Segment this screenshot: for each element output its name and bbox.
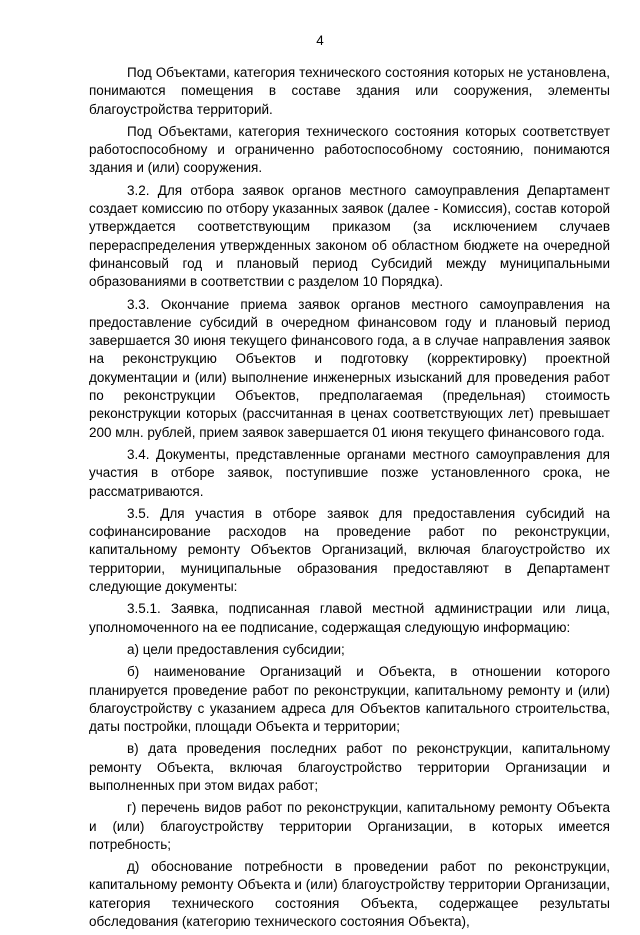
paragraph-objects-working-category: Под Объектами, категория технического состояния которых соответствует работоспособному и ограниченно работоспособному состоянию, понимаются здания и (или) сооружения. (89, 123, 610, 176)
paragraph-3-2: 3.2. Для отбора заявок органов местного самоуправления Департамент создает комиссию по отбору указанных заявок (далее - Комиссия), состав которой утверждается соответствующим приказом (за исключением случаев перераспределения утвержденных законом об областном бюджете на очередной финансовый год и плановый период Субсидий между муниципальными образованиями в соответствии с разделом 10 Порядка). (89, 182, 610, 290)
list-item-g: г) перечень видов работ по реконструкции, капитальному ремонту Объекта и (или) благоустройству территории Организации, в которых имеется потребность; (89, 800, 610, 852)
paragraph-objects-unset-category: Под Объектами, категория технического состояния которых не установлена, понимаются помещения в составе здания или сооружения, элементы благоустройства территорий. (89, 65, 610, 117)
document-body (89, 64, 610, 935)
paragraph-3-4: 3.4. Документы, представленные органами местного самоуправления для участия в отборе заявок, поступившие позже установленного срока, не рассматриваются. (89, 446, 610, 499)
list-item-d: д) обоснование потребности в проведении работ по реконструкции, капитальному ремонту Объекта и (или) благоустройству территории Организации, категория технического состояния Объекта, содержащее результаты обследования (категорию технического состояния Объекта), (89, 859, 610, 930)
list-item-v: в) дата проведения последних работ по реконструкции, капитальному ремонту Объекта, включая благоустройство территории Организации и выполненных при этом видах работ; (89, 741, 610, 793)
list-item-a: а) цели предоставления субсидии; (127, 641, 345, 657)
paragraph-3-3: 3.3. Окончание приема заявок органов местного самоуправления на предоставление субсидий в очередном финансовом году и плановый период завершается 30 июня текущего финансового года, а в случае направления заявок на реконструкцию Объектов и подготовку (корректировку) проектной документации и (или) выполнение инженерных изысканий для проведения работ по реконструкции Объектов, предполагаемая (предельная) стоимость реконструкции которых (рассчитанная в ценах соответствующих лет) превышает 200 млн. рублей, прием заявок завершается 01 июня текущего финансового года. (89, 296, 610, 440)
list-item-b: б) наименование Организаций и Объекта, в отношении которого планируется проведение работ по реконструкции, капитальному ремонту и (или) благоустройству с указанием адреса для Объектов капитального строительства, даты постройки, площади Объекта и территории; (89, 664, 610, 735)
paragraph-3-5-1: 3.5.1. Заявка, подписанная главой местной администрации или лица, уполномоченного на ее подписание, содержащая следующую информацию: (89, 601, 610, 635)
paragraph-3-5: 3.5. Для участия в отборе заявок для предоставления субсидий на софинансирование расходов на проведение работ по реконструкции, капитальному ремонту Объектов Организаций, включая благоустройство их территории, муниципальные образования предоставляют в Департамент следующие документы: (89, 505, 610, 595)
page-number: 4 (316, 33, 324, 48)
